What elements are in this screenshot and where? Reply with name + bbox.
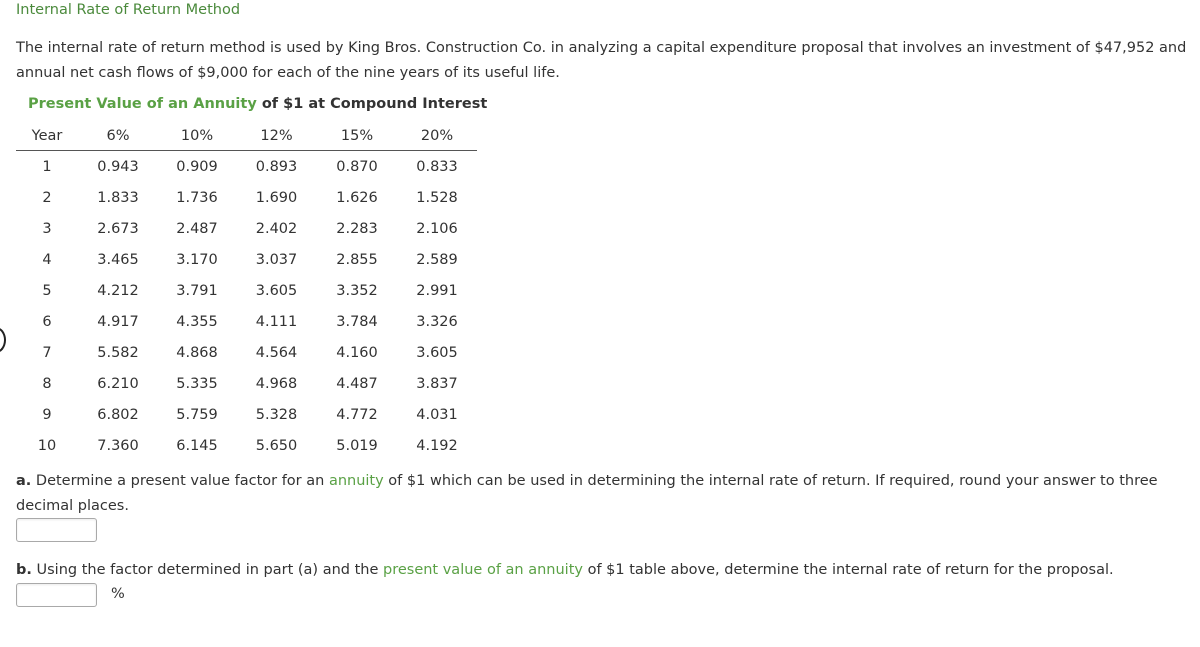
factor-cell: 3.791 <box>176 282 218 299</box>
factor-cell: 4.564 <box>255 344 298 361</box>
factor-cell: 4.487 <box>336 375 378 392</box>
factor-cell: 3.605 <box>255 282 298 299</box>
year-cell: 1 <box>42 158 52 175</box>
factor-cell: 4.111 <box>255 313 298 330</box>
factor-cell: 2.402 <box>255 220 298 237</box>
question-a-label: a. <box>16 473 32 489</box>
table-body <box>16 151 477 462</box>
factor-cell: 1.626 <box>336 189 378 206</box>
factor-cell: 0.909 <box>176 158 218 175</box>
factor-cell: 3.352 <box>336 282 378 299</box>
factor-cell: 3.326 <box>416 313 458 330</box>
year-cell: 5 <box>42 282 52 299</box>
table-row <box>16 368 477 399</box>
table-row <box>16 244 477 275</box>
factor-cell: 5.019 <box>336 437 378 454</box>
factor-cell: 3.784 <box>336 313 378 330</box>
factor-cell: 6.802 <box>97 406 139 423</box>
factor-cell: 1.833 <box>97 189 139 206</box>
table-row <box>16 213 477 244</box>
factor-cell: 3.837 <box>416 375 458 392</box>
factor-cell: 4.917 <box>97 313 139 330</box>
col-header-6: 6% <box>78 122 158 151</box>
year-cell: 6 <box>42 313 52 330</box>
table-row <box>16 182 477 213</box>
factor-cell: 4.868 <box>176 344 218 361</box>
year-cell: 7 <box>42 344 52 361</box>
table-row <box>16 306 477 337</box>
factor-cell: 0.943 <box>97 158 139 175</box>
factor-cell: 4.772 <box>336 406 378 423</box>
factor-cell: 0.870 <box>336 158 378 175</box>
present-value-annuity-link[interactable]: present value of an annuity <box>383 562 583 578</box>
factor-cell: 0.893 <box>255 158 298 175</box>
page-title: Internal Rate of Return Method <box>16 2 241 18</box>
col-header-10: 10% <box>158 122 236 151</box>
scroll-indicator-arc <box>0 327 6 353</box>
factor-cell: 4.355 <box>176 313 218 330</box>
question-b <box>16 558 1114 583</box>
factor-cell: 3.037 <box>255 251 298 268</box>
question-b-label: b. <box>16 562 32 578</box>
year-cell: 9 <box>42 406 52 423</box>
percent-unit: % <box>111 586 125 602</box>
table-title-rest: of $1 at Compound Interest <box>256 96 488 112</box>
table-header-row <box>16 122 477 151</box>
table-row <box>16 275 477 306</box>
question-b-text-before: Using the factor determined in part (a) and the <box>31 562 383 578</box>
factor-cell: 3.170 <box>176 251 218 268</box>
factor-cell: 2.106 <box>416 220 458 237</box>
factor-cell: 5.759 <box>176 406 218 423</box>
factor-answer-input[interactable] <box>16 518 97 542</box>
col-header-12: 12% <box>236 122 317 151</box>
factor-cell: 1.690 <box>255 189 298 206</box>
year-cell: 3 <box>42 220 52 237</box>
annuity-link[interactable]: annuity <box>328 473 384 489</box>
factor-cell: 4.192 <box>416 437 458 454</box>
factor-cell: 1.528 <box>416 189 458 206</box>
year-cell: 4 <box>42 251 52 268</box>
factor-cell: 4.212 <box>97 282 139 299</box>
table-row <box>16 430 477 461</box>
factor-cell: 0.833 <box>416 158 458 175</box>
factor-cell: 4.031 <box>416 406 458 423</box>
factor-cell: 4.160 <box>336 344 378 361</box>
factor-cell: 3.605 <box>416 344 458 361</box>
year-cell: 10 <box>37 437 57 454</box>
factor-cell: 5.650 <box>255 437 298 454</box>
factor-cell: 7.360 <box>97 437 139 454</box>
problem-intro: The internal rate of return method is used by King Bros. Construction Co. in analyzing a capital expenditure proposal that involves an investment of $47,952 and annual net cash flows of $9,000 for each of the nine years of its useful life. <box>16 40 1187 81</box>
year-cell: 2 <box>42 189 52 206</box>
factor-cell: 2.283 <box>336 220 378 237</box>
factor-cell: 2.855 <box>336 251 378 268</box>
col-header-year: Year <box>16 122 78 151</box>
col-header-15: 15% <box>317 122 397 151</box>
table-title <box>28 96 487 112</box>
question-a <box>16 469 1196 518</box>
question-a-text-before: Determine a present value factor for an <box>31 473 329 489</box>
factor-cell: 5.335 <box>176 375 218 392</box>
irr-answer-input[interactable] <box>16 583 97 607</box>
factor-cell: 2.673 <box>97 220 139 237</box>
factor-cell: 6.145 <box>176 437 218 454</box>
table-title-link[interactable]: Present Value of an Annuity <box>28 96 257 112</box>
col-header-20: 20% <box>397 122 477 151</box>
present-value-table <box>16 122 477 461</box>
factor-cell: 3.465 <box>97 251 139 268</box>
factor-cell: 1.736 <box>176 189 218 206</box>
table-row <box>16 399 477 430</box>
year-cell: 8 <box>42 375 52 392</box>
question-b-text-after: of $1 table above, determine the internal rate of return for the proposal. <box>582 562 1114 578</box>
factor-cell: 2.991 <box>416 282 458 299</box>
factor-cell: 5.582 <box>97 344 139 361</box>
factor-cell: 5.328 <box>255 406 298 423</box>
table-row <box>16 337 477 368</box>
factor-cell: 6.210 <box>97 375 139 392</box>
factor-cell: 2.589 <box>416 251 458 268</box>
factor-cell: 2.487 <box>176 220 218 237</box>
factor-cell: 4.968 <box>255 375 298 392</box>
table-row <box>16 151 477 183</box>
question-a-text-after: of $1 which can be used in determining the internal rate of return. If required, round your answer to three decimal places. <box>16 473 1158 514</box>
